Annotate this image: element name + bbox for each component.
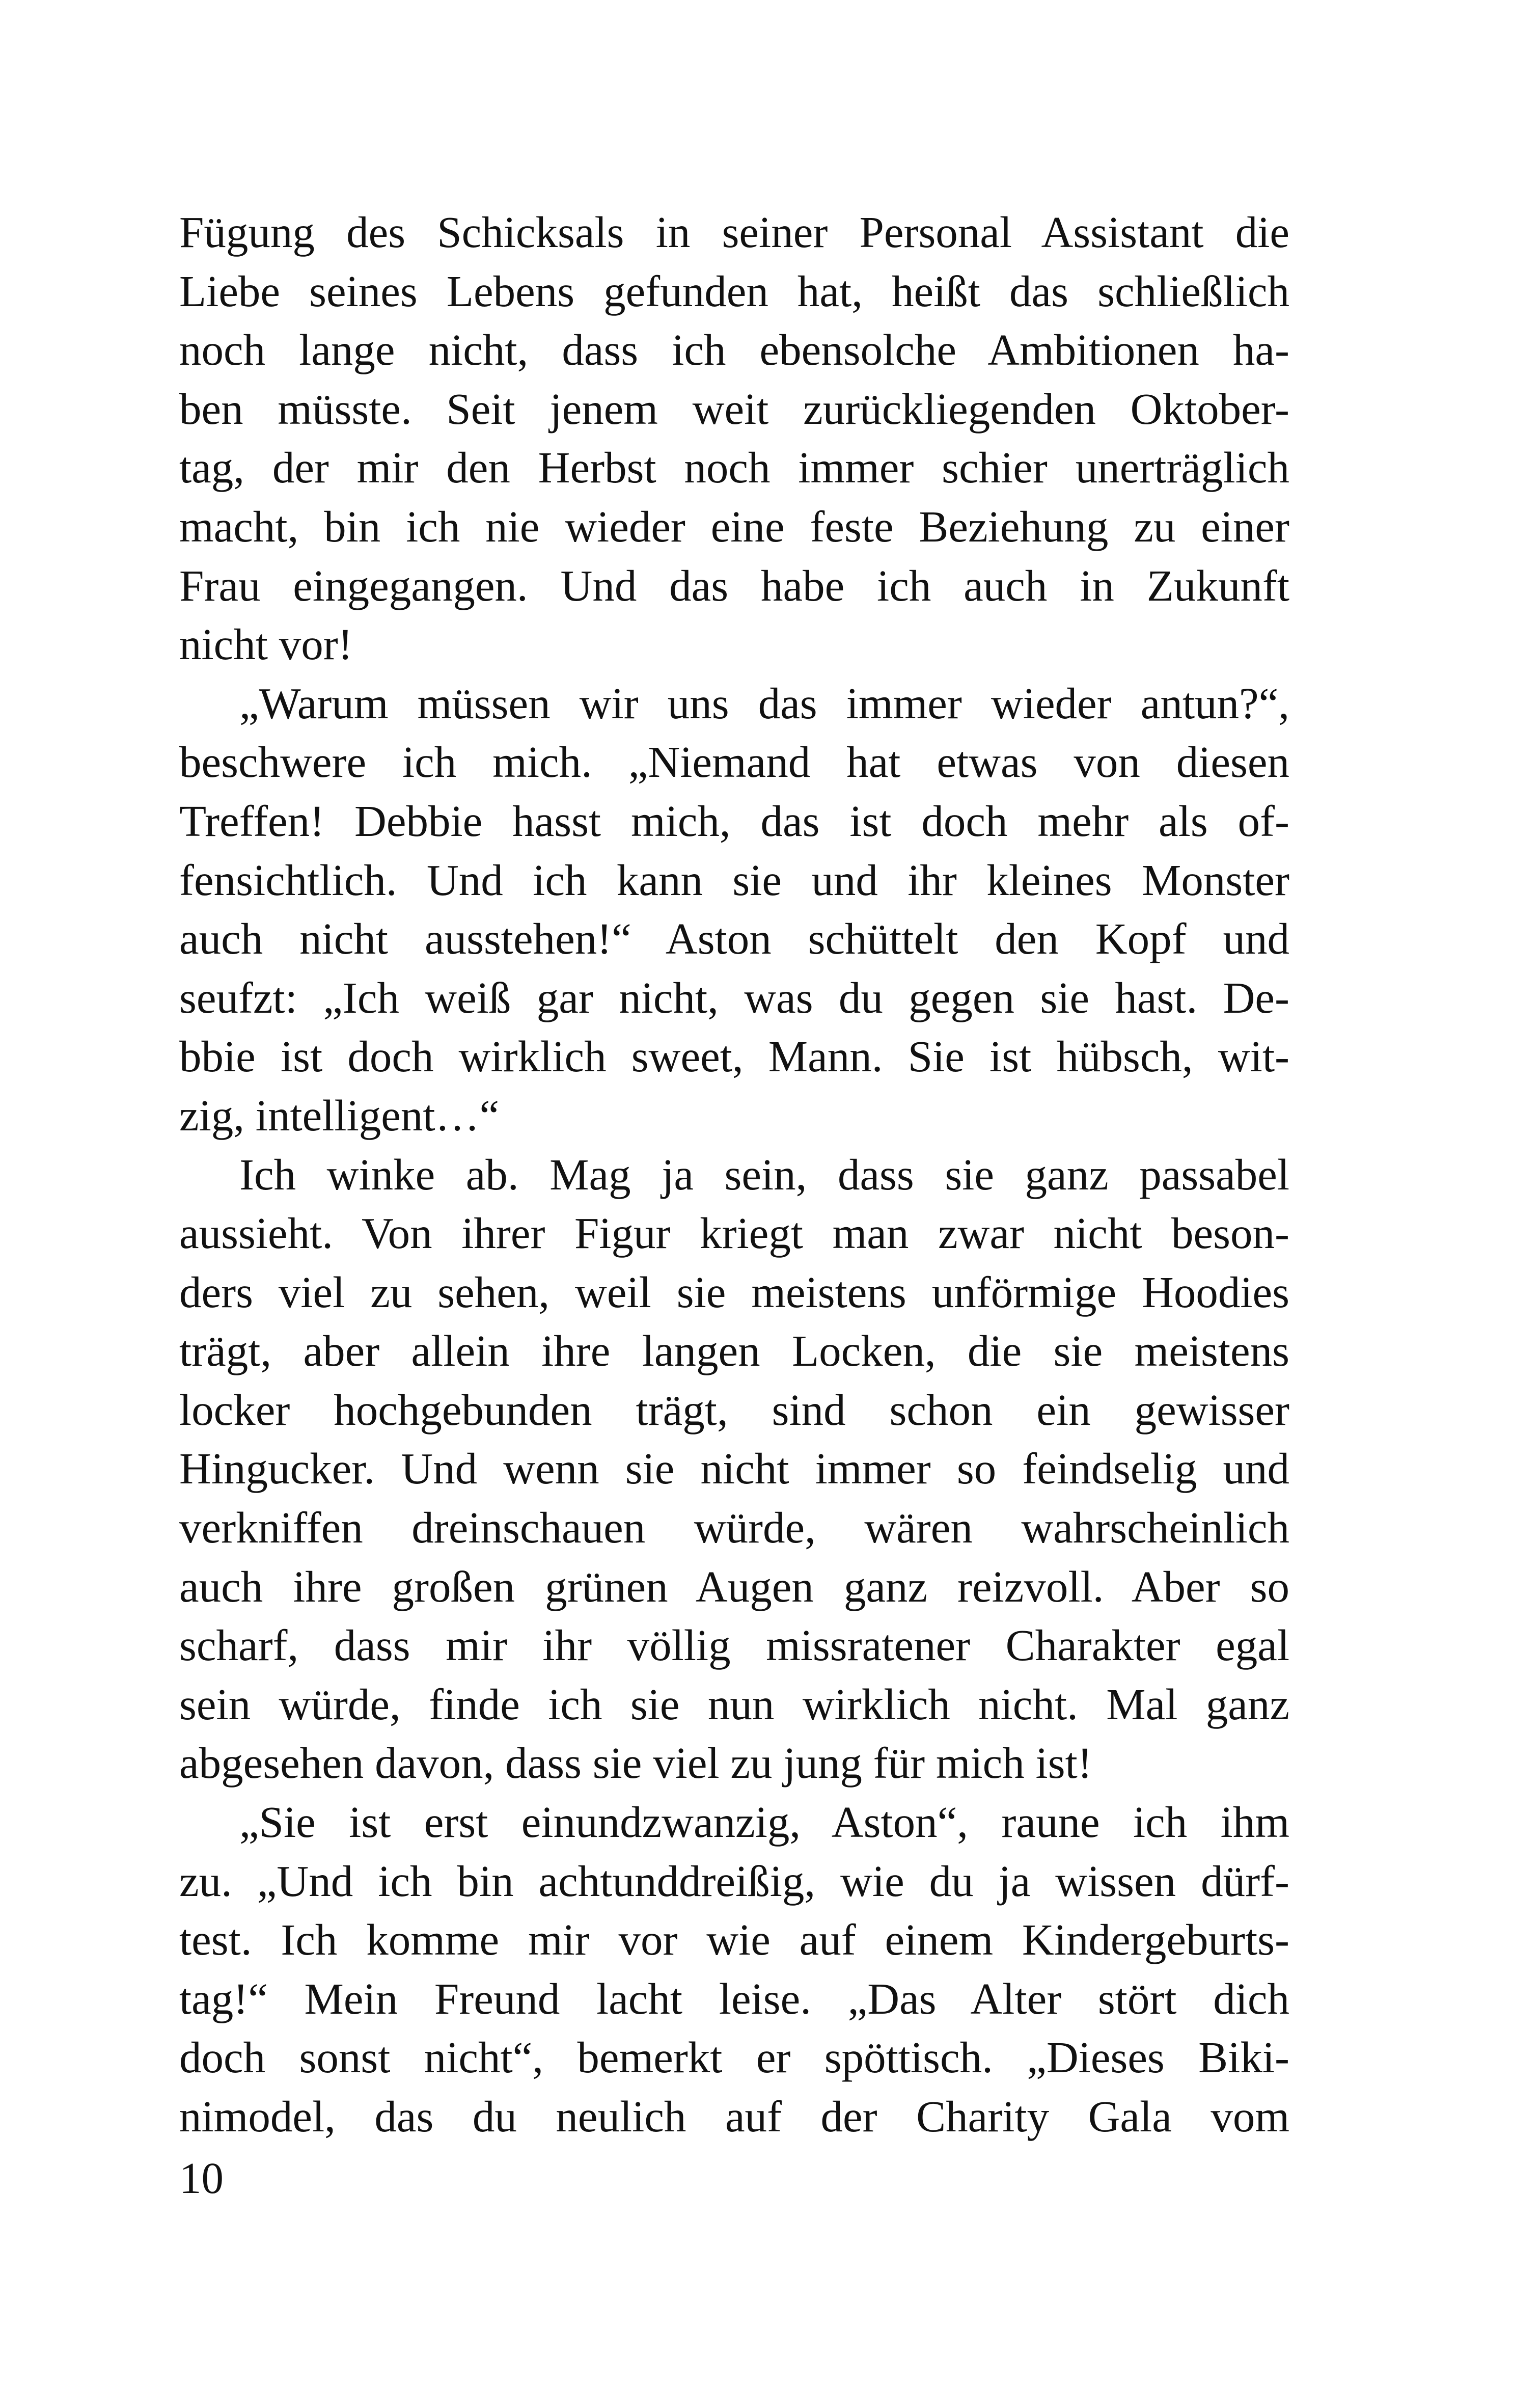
text-line: nicht vor!	[179, 619, 353, 669]
text-line: tag!“ Mein Freund lacht leise. „Das Alter stört dich	[179, 1973, 1289, 2023]
text-line: macht, bin ich nie wieder eine feste Beziehung zu einer	[179, 501, 1289, 551]
text-line: doch sonst nicht“, bemerkt er spöttisch. „Dieses Biki-	[179, 2033, 1289, 2082]
text-line: ben müsste. Seit jenem weit zurückliegenden Oktober-	[179, 384, 1289, 434]
text-line: zu. „Und ich bin achtunddreißig, wie du ja wissen dürf-	[179, 1856, 1289, 1906]
text-line: Hingucker. Und wenn sie nicht immer so feindselig und	[179, 1444, 1289, 1494]
text-line: auch nicht ausstehen!“ Aston schüttelt den Kopf und	[179, 914, 1289, 964]
text-line: Treffen! Debbie hasst mich, das ist doch mehr als of-	[179, 796, 1289, 846]
text-line: zig, intelligent…“	[179, 1090, 500, 1140]
text-line: Fügung des Schicksals in seiner Personal Assistant die	[179, 207, 1289, 257]
text-line: fensichtlich. Und ich kann sie und ihr kleines Monster	[179, 855, 1289, 905]
text-line: noch lange nicht, dass ich ebensolche Ambitionen ha-	[179, 325, 1289, 375]
text-line: test. Ich komme mir vor wie auf einem Kindergeburts-	[179, 1915, 1289, 1965]
text-line: „Warum müssen wir uns das immer wieder antun?“,	[239, 678, 1289, 728]
text-line: beschwere ich mich. „Niemand hat etwas von diesen	[179, 737, 1289, 787]
page-number: 10	[179, 2153, 224, 2203]
text-line: nimodel, das du neulich auf der Charity Gala vom	[179, 2092, 1289, 2141]
text-line: tag, der mir den Herbst noch immer schier unerträglich	[179, 443, 1289, 493]
text-line: „Sie ist erst einundzwanzig, Aston“, raune ich ihm	[239, 1797, 1289, 1847]
text-line: sein würde, finde ich sie nun wirklich nicht. Mal ganz	[179, 1679, 1289, 1729]
text-line: locker hochgebunden trägt, sind schon ein gewisser	[179, 1385, 1289, 1434]
text-line: Ich winke ab. Mag ja sein, dass sie ganz passabel	[239, 1149, 1289, 1199]
text-line: aussieht. Von ihrer Figur kriegt man zwar nicht beson-	[179, 1208, 1289, 1258]
text-line: scharf, dass mir ihr völlig missratener Charakter egal	[179, 1620, 1289, 1670]
text-line: ders viel zu sehen, weil sie meistens unförmige Hoodies	[179, 1267, 1289, 1317]
text-line: Frau eingegangen. Und das habe ich auch in Zukunft	[179, 560, 1289, 610]
text-line: seufzt: „Ich weiß gar nicht, was du gegen sie hast. De-	[179, 972, 1289, 1022]
text-line: abgesehen davon, dass sie viel zu jung für mich ist!	[179, 1738, 1092, 1788]
text-line: auch ihre großen grünen Augen ganz reizvoll. Aber so	[179, 1561, 1289, 1611]
text-line: Liebe seines Lebens gefunden hat, heißt das schließlich	[179, 266, 1289, 316]
text-line: bbie ist doch wirklich sweet, Mann. Sie ist hübsch, wit-	[179, 1032, 1289, 1081]
body-text	[179, 203, 1289, 2146]
text-line: verkniffen dreinschauen würde, wären wahrscheinlich	[179, 1503, 1289, 1553]
text-line: trägt, aber allein ihre langen Locken, die sie meistens	[179, 1326, 1289, 1376]
